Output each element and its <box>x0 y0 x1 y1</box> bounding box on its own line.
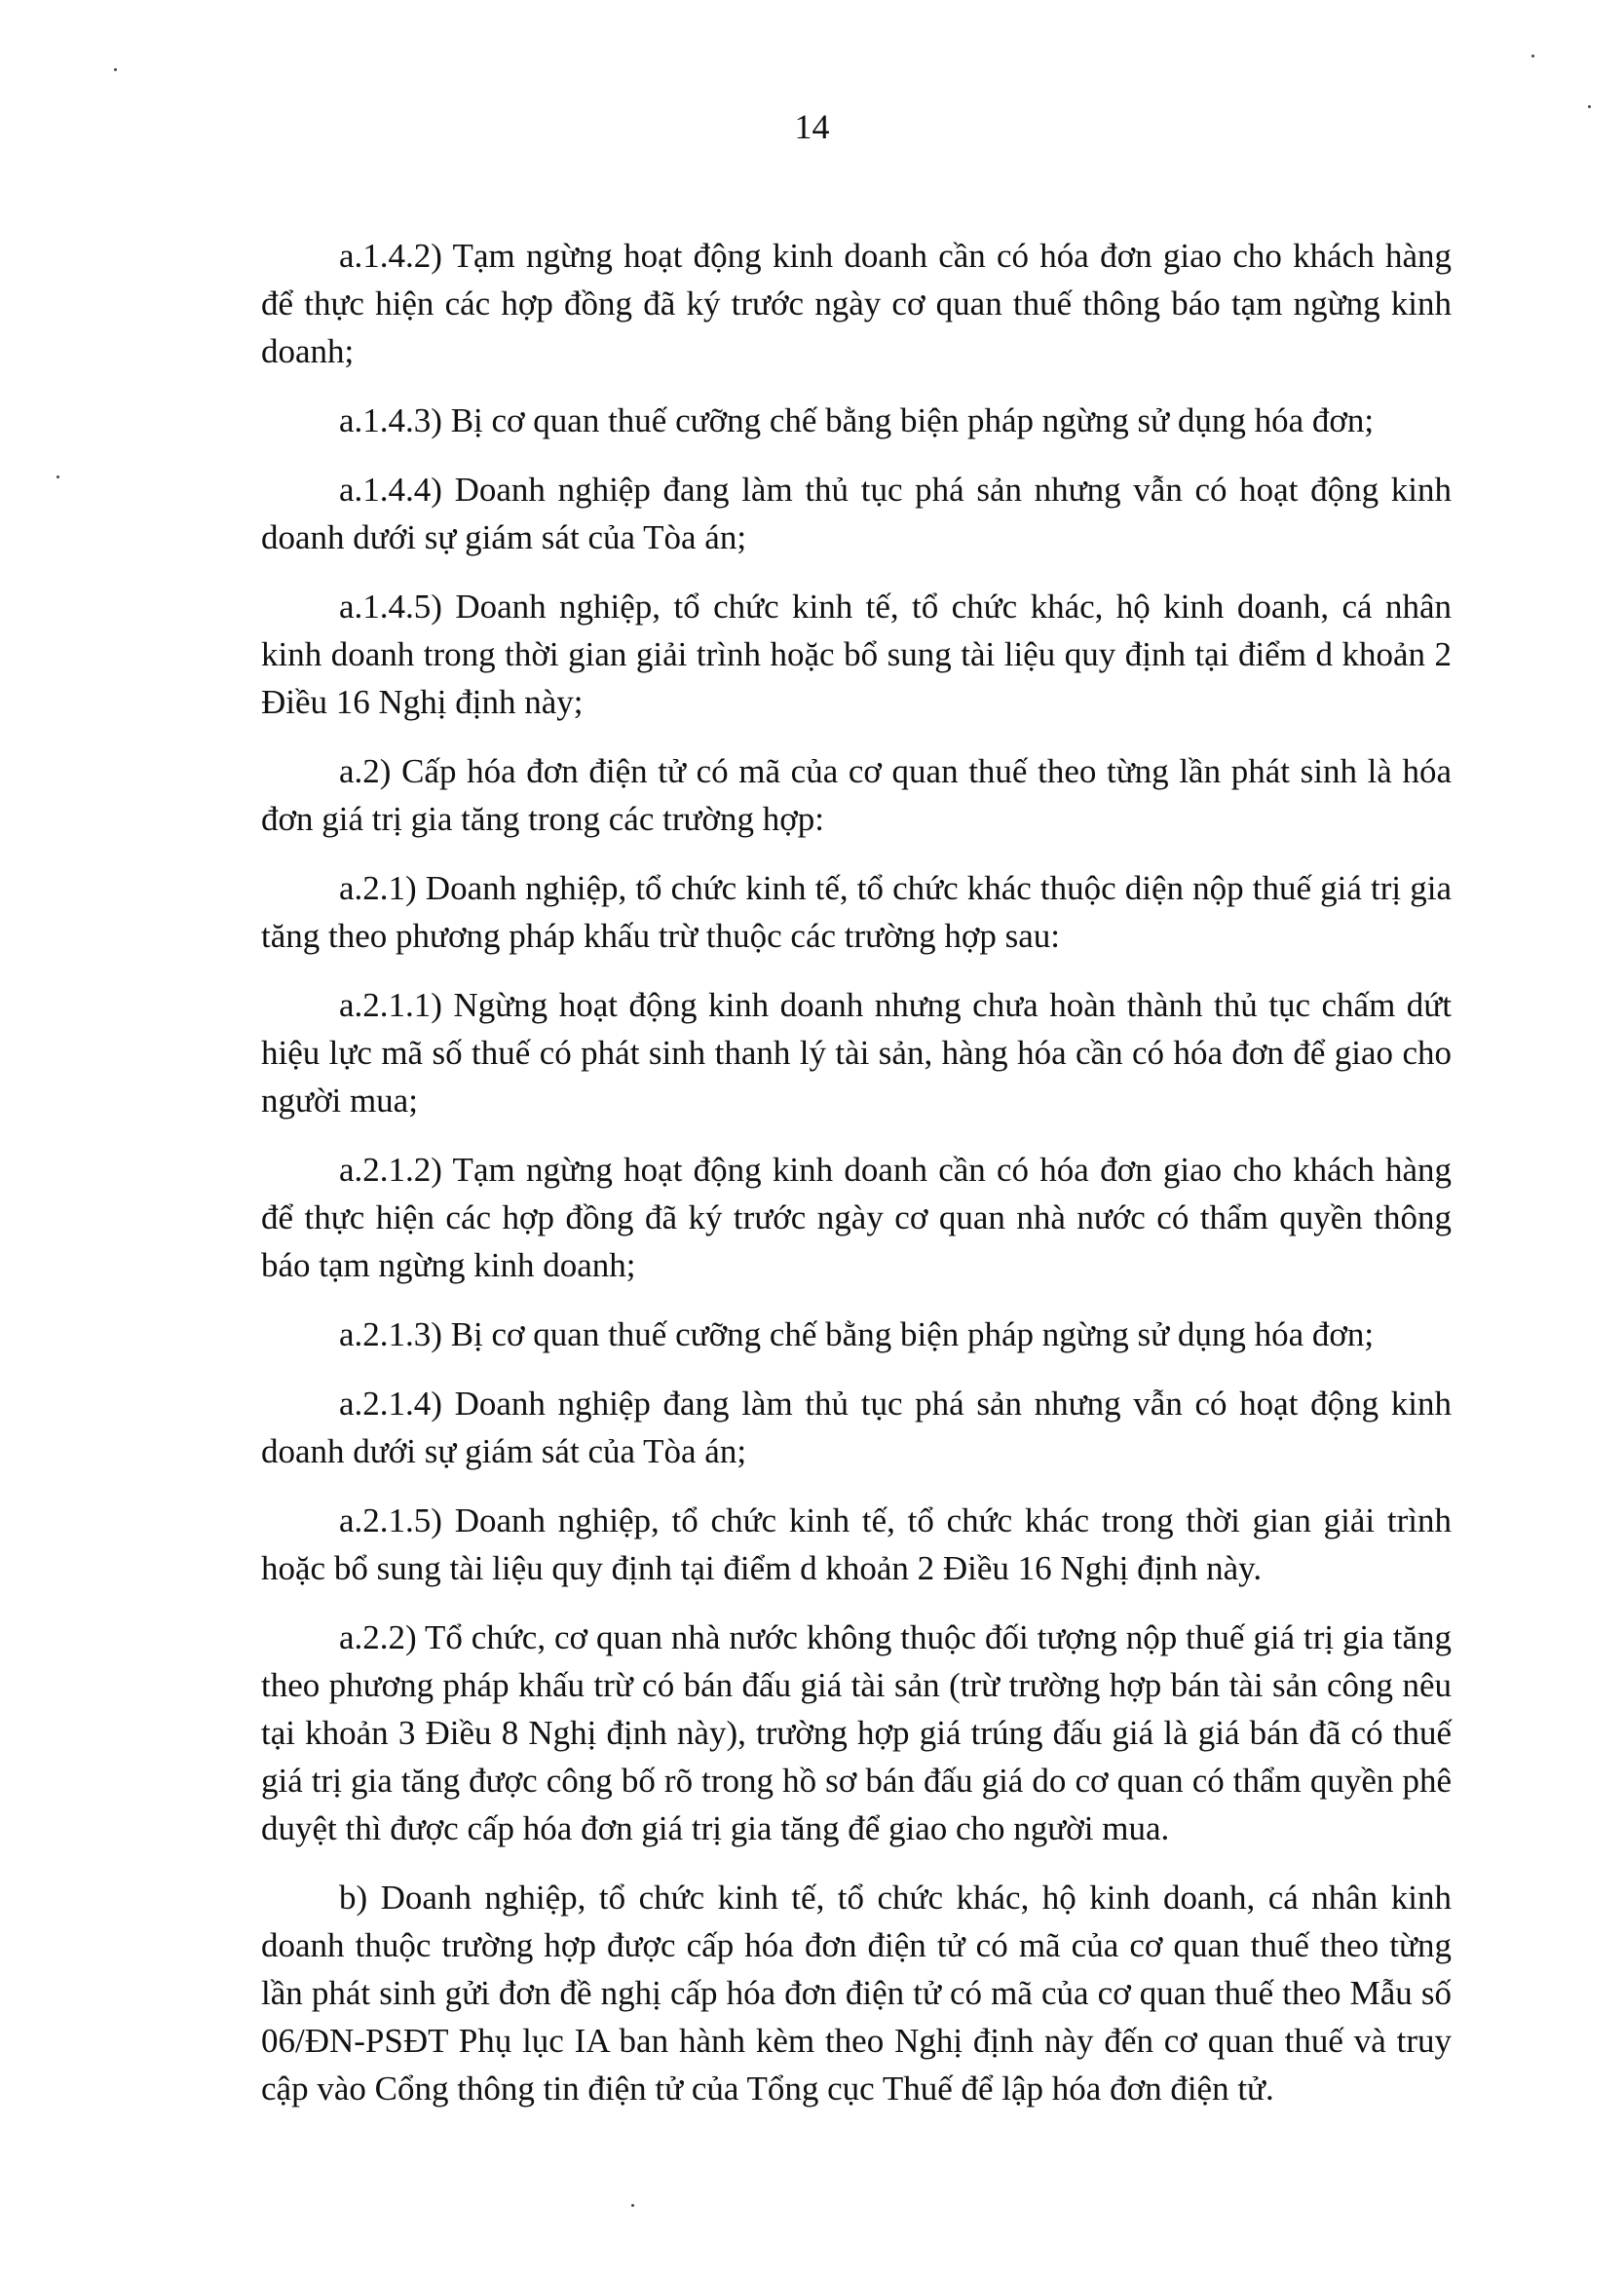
paragraph-a-2-1-4: a.2.1.4) Doanh nghiệp đang làm thủ tục phá sản nhưng vẫn có hoạt động kinh doanh dưới sự giám sát của Tòa án; <box>261 1385 1452 1470</box>
paragraph-a-2-1: a.2.1) Doanh nghiệp, tổ chức kinh tế, tổ chức khác thuộc diện nộp thuế giá trị gia tăng theo phương pháp khấu trừ thuộc các trường hợp sau: <box>261 869 1452 955</box>
paragraph-a-2-1-1: a.2.1.1) Ngừng hoạt động kinh doanh nhưng chưa hoàn thành thủ tục chấm dứt hiệu lực mã số thuế có phát sinh thanh lý tài sản, hàng hóa cần có hóa đơn để giao cho người mua; <box>261 986 1452 1120</box>
paragraph-a-2-2: a.2.2) Tổ chức, cơ quan nhà nước không thuộc đối tượng nộp thuế giá trị gia tăng theo phương pháp khấu trừ có bán đấu giá tài sản (trừ trường hợp bán tài sản công nêu tại khoản 3 Điều 8 Nghị định này), trường hợp giá trúng đấu giá là giá bán đã có thuế giá trị gia tăng được công bố rõ trong hồ sơ bán đấu giá do cơ quan có thẩm quyền phê duyệt thì được cấp hóa đơn giá trị gia tăng để giao cho người mua. <box>261 1618 1452 1847</box>
paragraph-a-1-4-3: a.1.4.3) Bị cơ quan thuế cưỡng chế bằng biện pháp ngừng sử dụng hóa đơn; <box>339 401 1375 439</box>
paragraph-a-2-1-3: a.2.1.3) Bị cơ quan thuế cưỡng chế bằng biện pháp ngừng sử dụng hóa đơn; <box>339 1315 1375 1353</box>
page-number: 14 <box>794 107 830 146</box>
scan-speck <box>57 475 59 478</box>
document-body <box>261 232 1452 2134</box>
scan-speck <box>114 68 117 71</box>
scan-speck <box>631 2204 634 2207</box>
paragraph-a-2-1-5: a.2.1.5) Doanh nghiệp, tổ chức kinh tế, tổ chức khác trong thời gian giải trình hoặc bổ sung tài liệu quy định tại điểm d khoản 2 Điều 16 Nghị định này. <box>261 1501 1452 1587</box>
paragraph-a-1-4-5: a.1.4.5) Doanh nghiệp, tổ chức kinh tế, tổ chức khác, hộ kinh doanh, cá nhân kinh doanh trong thời gian giải trình hoặc bổ sung tài liệu quy định tại điểm d khoản 2 Điều 16 Nghị định này; <box>261 588 1452 721</box>
paragraph-a-1-4-4: a.1.4.4) Doanh nghiệp đang làm thủ tục phá sản nhưng vẫn có hoạt động kinh doanh dưới sự giám sát của Tòa án; <box>261 471 1452 556</box>
paragraph-a-2-1-2: a.2.1.2) Tạm ngừng hoạt động kinh doanh cần có hóa đơn giao cho khách hàng để thực hiện các hợp đồng đã ký trước ngày cơ quan nhà nước có thẩm quyền thông báo tạm ngừng kinh doanh; <box>261 1151 1452 1284</box>
scan-speck <box>1531 55 1534 57</box>
paragraph-a-2: a.2) Cấp hóa đơn điện tử có mã của cơ quan thuế theo từng lần phát sinh là hóa đơn giá trị gia tăng trong các trường hợp: <box>261 752 1452 838</box>
scan-speck <box>1588 105 1591 108</box>
paragraph-b: b) Doanh nghiệp, tổ chức kinh tế, tổ chức khác, hộ kinh doanh, cá nhân kinh doanh thuộc trường hợp được cấp hóa đơn điện tử có mã của cơ quan thuế theo từng lần phát sinh gửi đơn đề nghị cấp hóa đơn điện tử có mã của cơ quan thuế theo Mẫu số 06/ĐN-PSĐT Phụ lục IA ban hành kèm theo Nghị định này đến cơ quan thuế và truy cập vào Cổng thông tin điện tử của Tổng cục Thuế để lập hóa đơn điện tử. <box>261 1879 1452 2108</box>
paragraph-a-1-4-2: a.1.4.2) Tạm ngừng hoạt động kinh doanh cần có hóa đơn giao cho khách hàng để thực hiện các hợp đồng đã ký trước ngày cơ quan thuế thông báo tạm ngừng kinh doanh; <box>261 237 1452 370</box>
